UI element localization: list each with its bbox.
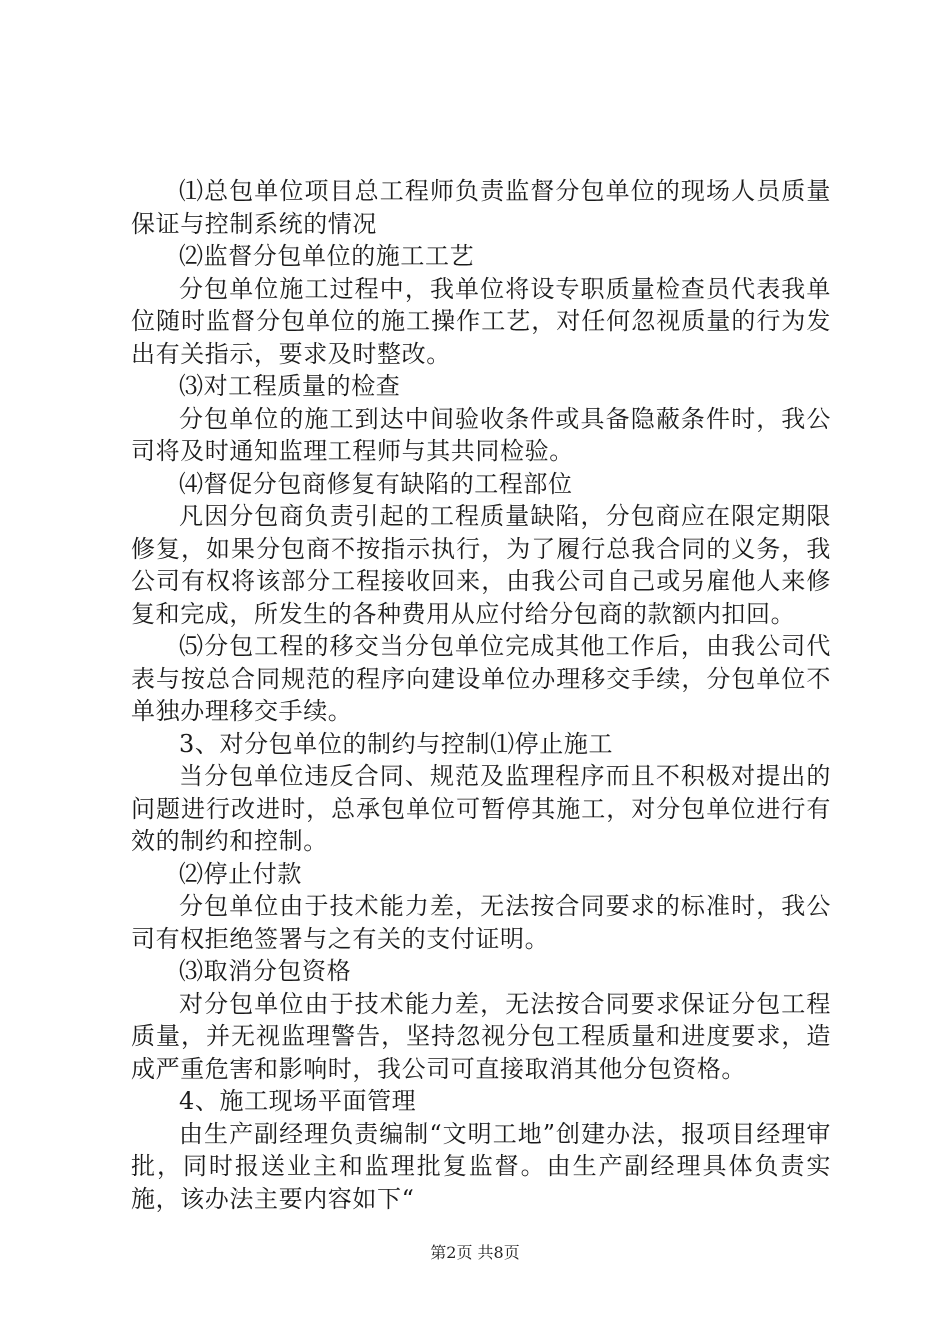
- paragraph: 由生产副经理负责编制“文明工地”创建办法，报项目经理审批，同时报送业主和监理批复监督。由生产副经理具体负责实施，该办法主要内容如下“: [131, 1119, 831, 1213]
- paragraph: 分包单位由于技术能力差，无法按合同要求的标准时，我公司有权拒绝签署与之有关的支付证明。: [131, 892, 831, 953]
- paragraph: 分包单位施工过程中，我单位将设专职质量检查员代表我单位随时监督分包单位的施工操作工艺，对任何忽视质量的行为发出有关指示，要求及时整改。: [131, 274, 831, 368]
- paragraph: 4、施工现场平面管理: [179, 1087, 417, 1115]
- paragraph: ⑷督促分包商修复有缺陷的工程部位: [179, 469, 573, 498]
- paragraph: ⑵停止付款: [179, 859, 302, 888]
- paragraph: 当分包单位违反合同、规范及监理程序而且不积极对提出的问题进行改进时，总承包单位可暂停其施工，对分包单位进行有效的制约和控制。: [131, 762, 831, 855]
- document-body: [131, 175, 831, 1215]
- paragraph: 凡因分包商负责引起的工程质量缺陷，分包商应在限定期限修复，如果分包商不按指示执行，为了履行总我合同的义务，我公司有权将该部分工程接收回来，由我公司自己或另雇他人来修复和完成，所发生的各种费用从应付给分包商的款额内扣回。: [131, 502, 831, 628]
- paragraph: 3、对分包单位的制约与控制⑴停止施工: [179, 729, 614, 758]
- paragraph: ⑵监督分包单位的施工工艺: [179, 242, 475, 270]
- paragraph: ⑶取消分包资格: [179, 957, 352, 985]
- page-footer: 第2页 共8页: [430, 1243, 520, 1262]
- paragraph: ⑶对工程质量的检查: [179, 372, 401, 400]
- paragraph: ⑴总包单位项目总工程师负责监督分包单位的现场人员质量保证与控制系统的情况: [131, 177, 831, 238]
- paragraph: 分包单位的施工到达中间验收条件或具备隐蔽条件时，我公司将及时通知监理工程师与其共同检验。: [131, 404, 831, 465]
- paragraph: 对分包单位由于技术能力差，无法按合同要求保证分包工程质量，并无视监理警告，坚持忽视分包工程质量和进度要求，造成严重危害和影响时，我公司可直接取消其他分包资格。: [131, 989, 831, 1083]
- paragraph: ⑸分包工程的移交当分包单位完成其他工作后，由我公司代表与按总合同规范的程序向建设单位办理移交手续，分包单位不单独办理移交手续。: [131, 632, 831, 725]
